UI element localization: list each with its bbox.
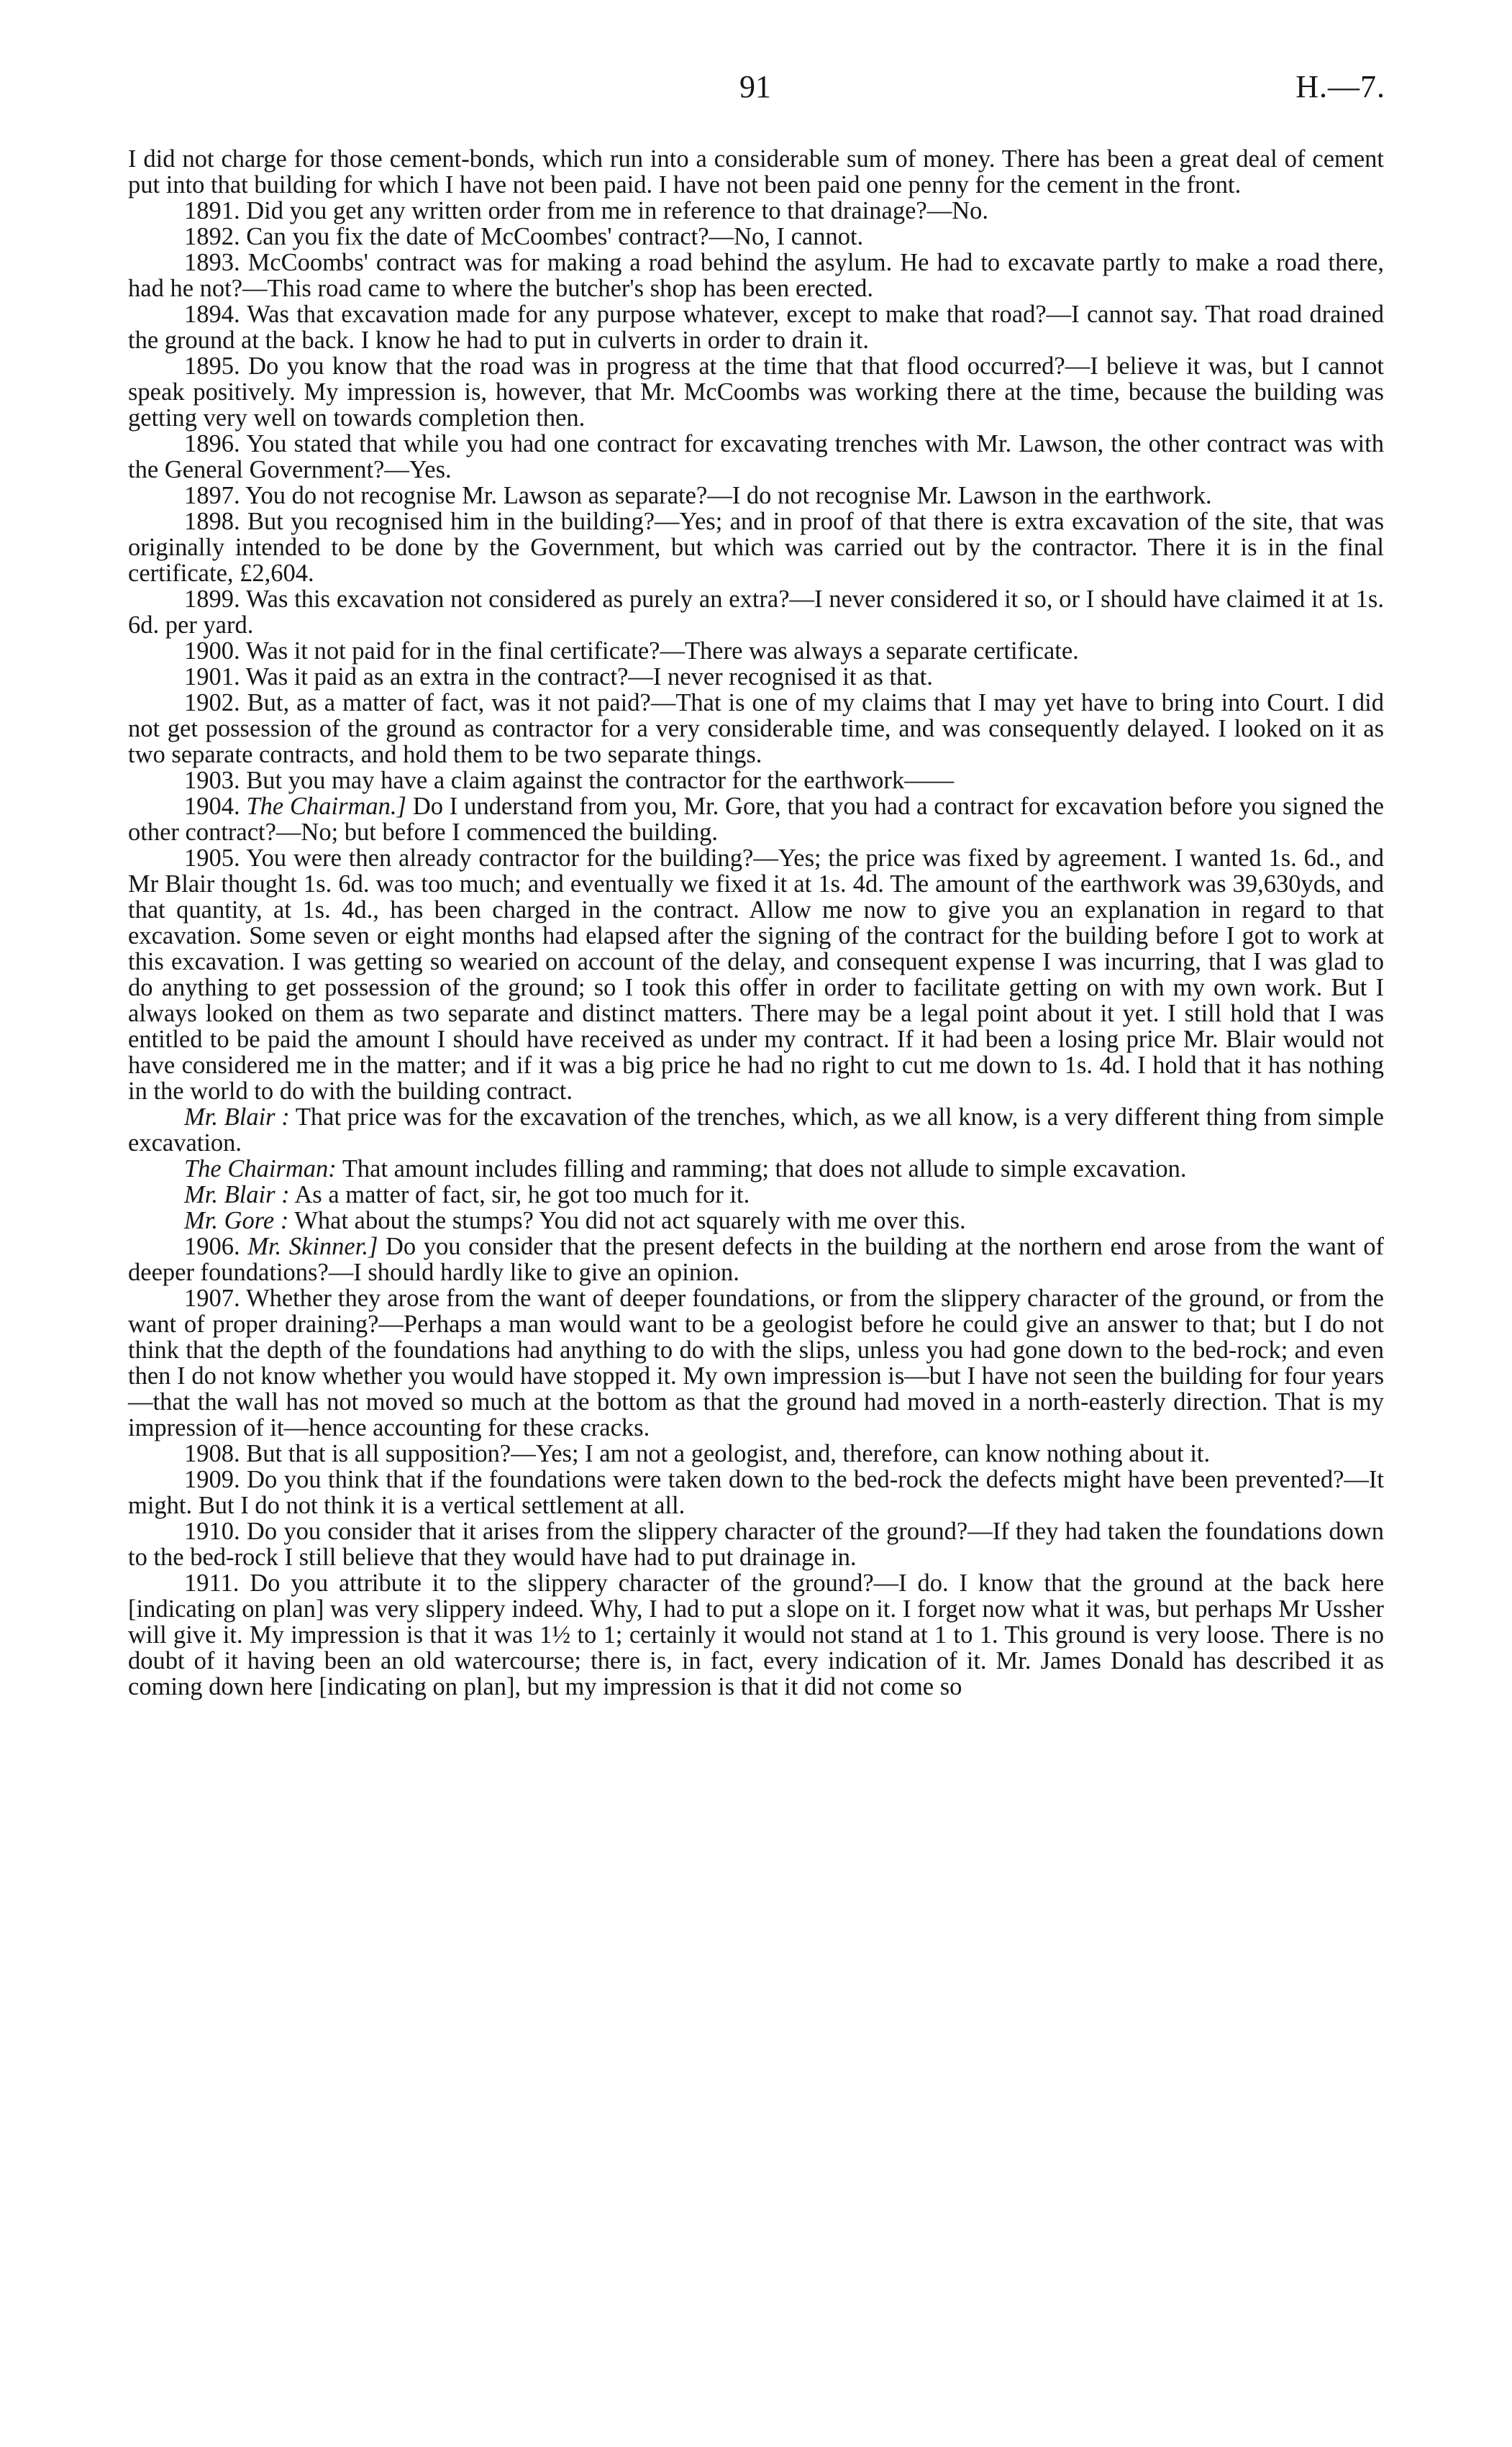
question-paragraph xyxy=(128,353,1384,431)
question-number: 1911. xyxy=(184,1569,240,1597)
document-code: H.—7. xyxy=(1295,69,1385,104)
paragraph-text: Was this excavation not considered as purely an extra?—I never considered it so, or I should have claimed it at 1s. 6d. per yard. xyxy=(128,585,1384,639)
question-paragraph xyxy=(128,1467,1384,1518)
question-paragraph xyxy=(128,1441,1384,1467)
question-number: 1908. xyxy=(184,1440,240,1467)
paragraph xyxy=(128,1182,1384,1208)
paragraph-text: What about the stumps? You did not act squarely with me over this. xyxy=(294,1207,966,1234)
question-paragraph xyxy=(128,664,1384,690)
paragraph-text: Was it not paid for in the final certificate?—There was always a separate certificate. xyxy=(245,637,1079,665)
paragraph-text: You stated that while you had one contract for excavating trenches with Mr. Lawson, the other contract was with the General Government?—Yes. xyxy=(128,430,1384,483)
page-number: 91 xyxy=(739,69,771,104)
question-paragraph xyxy=(128,767,1384,793)
question-number: 1899. xyxy=(184,585,240,613)
question-number: 1896. xyxy=(184,430,240,457)
question-paragraph xyxy=(128,1570,1384,1700)
speaker-name: Mr. Blair : xyxy=(184,1103,290,1131)
question-number: 1903. xyxy=(184,767,240,794)
question-paragraph xyxy=(128,1234,1384,1285)
question-number: 1898. xyxy=(184,508,240,535)
paragraph-text: Was it paid as an extra in the contract?—I never recognised it as that. xyxy=(245,663,933,691)
question-paragraph xyxy=(128,431,1384,483)
question-number: 1897. xyxy=(184,482,240,509)
question-paragraph xyxy=(128,483,1384,509)
paragraph-text: Was that excavation made for any purpose whatever, except to make that road?—I cannot say. That road drained the ground at the back. I know he had to put in culverts in order to drain it. xyxy=(128,301,1384,354)
speaker-name: The Chairman.] xyxy=(246,793,406,820)
question-number: 1907. xyxy=(184,1285,240,1312)
question-number: 1910. xyxy=(184,1518,240,1545)
paragraph-text: Do you consider that it arises from the slippery character of the ground?—If they had taken the foundations down to the bed-rock I still believe that they would have had to put drainage in. xyxy=(128,1518,1384,1571)
paragraph-text: Did you get any written order from me in reference to that drainage?—No. xyxy=(246,197,988,224)
question-number: 1894. xyxy=(184,301,240,328)
question-paragraph xyxy=(128,250,1384,301)
question-number: 1904. xyxy=(184,793,240,820)
question-number: 1902. xyxy=(184,689,240,716)
paragraph xyxy=(128,146,1384,198)
question-number: 1895. xyxy=(184,352,240,380)
paragraph-text: But you recognised him in the building?—Yes; and in proof of that there is extra excavation of the site, that was originally intended to be done by the Government, but which was carried out by the contractor. There it is in the final certificate, £2,604. xyxy=(128,508,1385,587)
paragraph xyxy=(128,1156,1384,1182)
paragraph-text: Whether they arose from the want of deeper foundations, or from the slippery character of the ground, or from the want of proper draining?—Perhaps a man would want to be a geologist before he could give an answer to that; but I do not think that the depth of the foundations had anything to do with the slips, unless you had gone down to the bed-rock; and even then I do not know whether you would have stopped it. My own impression is—but I have not seen the building for four years—that the wall has not moved so much at the bottom as that the ground had moved in a north-easterly direction. That is my impression of it—hence accounting for these cracks. xyxy=(128,1285,1384,1441)
paragraph xyxy=(128,1104,1384,1156)
page-header xyxy=(0,68,1512,111)
question-paragraph xyxy=(128,198,1384,224)
speaker-name: Mr. Skinner.] xyxy=(247,1233,378,1260)
question-number: 1909. xyxy=(184,1466,240,1493)
question-paragraph xyxy=(128,224,1384,250)
question-paragraph xyxy=(128,793,1384,845)
paragraph-text: That amount includes filling and ramming; that does not allude to simple excavation. xyxy=(342,1155,1187,1183)
speaker-name: Mr. Gore : xyxy=(184,1207,289,1234)
paragraph-text: But that is all supposition?—Yes; I am not a geologist, and, therefore, can know nothing about it. xyxy=(246,1440,1211,1467)
paragraph-text: McCoombs' contract was for making a road behind the asylum. He had to excavate partly to make a road there, had he not?—This road came to where the butcher's shop has been erected. xyxy=(128,249,1384,302)
paragraph-text: I did not charge for those cement-bonds, which run into a considerable sum of money. There has been a great deal of cement put into that building for which I have not been paid. I have not been paid one penny for the cement in the front. xyxy=(128,145,1384,199)
question-paragraph xyxy=(128,586,1384,638)
question-paragraph xyxy=(128,1518,1384,1570)
question-number: 1906. xyxy=(184,1233,240,1260)
question-number: 1891. xyxy=(184,197,240,224)
speaker-name: The Chairman: xyxy=(184,1155,337,1183)
paragraph-text: Do you consider that the present defects in the building at the northern end arose from the want of deeper foundations?—I should hardly like to give an opinion. xyxy=(128,1233,1385,1286)
question-number: 1893. xyxy=(184,249,240,276)
paragraph-text: Do you think that if the foundations were taken down to the bed-rock the defects might have been prevented?—It might. But I do not think it is a vertical settlement at all. xyxy=(128,1466,1384,1519)
paragraph-text: You were then already contractor for the building?—Yes; the price was fixed by agreement. I wanted 1s. 6d., and Mr Blair thought 1s. 6d. was too much; and eventually we fixed it at 1s. 4d. The amount of the earthwork was 39,630yds, and that quantity, at 1s. 4d., has been charged in the contract. Allow me now to give you an explanation in regard to that excavation. Some seven or eight months had elapsed after the signing of the contract for the building before I got to work at this excavation. I was getting so wearied on account of the delay, and consequent expense I was incurring, that I was glad to do anything to get possession of the ground; so I took this offer in order to facilitate getting on with my own work. But I always looked on them as two separate and distinct matters. There may be a legal point about it yet. I still hold that I was entitled to be paid the amount I should have received as under my contract. If it had been a losing price Mr. Blair would not have considered me in the matter; and if it was a big price he had no right to cut me down to 1s. 4d. I hold that it has nothing in the world to do with the building contract. xyxy=(128,844,1384,1105)
question-paragraph xyxy=(128,690,1384,767)
paragraph-text: Can you fix the date of McCoombes' contract?—No, I cannot. xyxy=(246,223,864,250)
body-text xyxy=(128,146,1384,1700)
speaker-name: Mr. Blair : xyxy=(184,1181,290,1208)
paragraph-text: But you may have a claim against the contractor for the earthwork—— xyxy=(246,767,955,794)
paragraph-text: Do I understand from you, Mr. Gore, that you had a contract for excavation before you signed the other contract?—No; but before I commenced the building. xyxy=(128,793,1384,846)
question-number: 1900. xyxy=(184,637,240,665)
paragraph-text: Do you know that the road was in progress at the time that that flood occurred?—I believe it was, but I cannot speak positively. My impression is, however, that Mr. McCoombs was working there at the time, because the building was getting very well on towards completion then. xyxy=(128,352,1385,432)
question-paragraph xyxy=(128,509,1384,586)
paragraph xyxy=(128,1208,1384,1234)
paragraph-text: You do not recognise Mr. Lawson as separate?—I do not recognise Mr. Lawson in the earthwork. xyxy=(245,482,1212,509)
question-number: 1901. xyxy=(184,663,240,691)
question-number: 1905. xyxy=(184,844,240,872)
question-paragraph xyxy=(128,301,1384,353)
paragraph-text: That price was for the excavation of the trenches, which, as we all know, is a very different thing from simple excavation. xyxy=(128,1103,1384,1157)
question-paragraph xyxy=(128,845,1384,1104)
paragraph-text: As a matter of fact, sir, he got too much for it. xyxy=(294,1181,750,1208)
question-paragraph xyxy=(128,1285,1384,1441)
question-paragraph xyxy=(128,638,1384,664)
paragraph-text: Do you attribute it to the slippery character of the ground?—I do. I know that the ground at the back here [indicating on plan] was very slippery indeed. Why, I had to put a slope on it. I forget now what it was, but perhaps Mr Ussher will give it. My impression is that it was 1½ to 1; certainly it would not stand at 1 to 1. This ground is very loose. There is no doubt of it having been an old watercourse; there is, in fact, every indication of it. Mr. James Donald has described it as coming down here [indicating on plan], but my impression is that it did not come so xyxy=(128,1569,1385,1700)
question-number: 1892. xyxy=(184,223,240,250)
paragraph-text: But, as a matter of fact, was it not paid?—That is one of my claims that I may yet have to bring into Court. I did not get possession of the ground as contractor for a very considerable time, and was consequently delayed. I looked on it as two separate contracts, and hold them to be two separate things. xyxy=(128,689,1385,768)
